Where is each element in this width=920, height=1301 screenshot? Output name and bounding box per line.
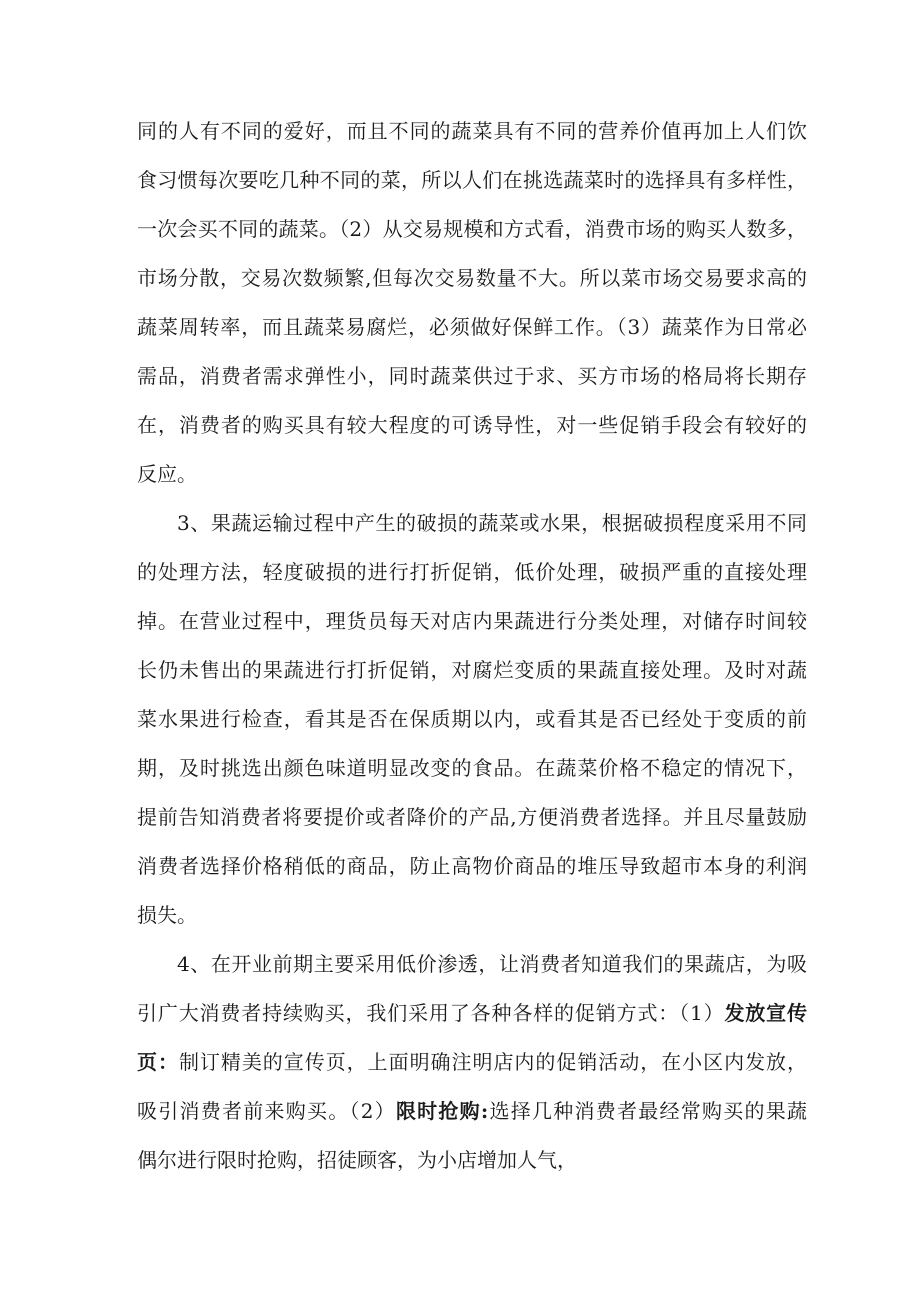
text-run: 食习惯每次要吃几种不同的菜，所以人们在挑选蔬菜时的选择具有多样性， bbox=[137, 168, 807, 192]
text-run: 市场分散，交易次数频繁,但每次交易数量不大。所以菜市场交易要求高的 bbox=[137, 266, 807, 290]
text-run: 选择几种消费者最经常购买的果蔬 bbox=[488, 1099, 807, 1123]
text-run: 期，及时挑选出颜色味道明显改变的食品。在蔬菜价格不稳定的情况下， bbox=[137, 756, 807, 780]
paragraph-2-line-9 bbox=[137, 900, 807, 930]
text-run: 引广大消费者持续购买，我们采用了各种各样的促销方式：（1） bbox=[137, 1001, 725, 1025]
paragraph-2-line-7 bbox=[137, 802, 807, 832]
paragraph-1-line-6 bbox=[137, 361, 807, 391]
paragraph-3-line-2 bbox=[137, 998, 807, 1028]
paragraph-1-line-3 bbox=[137, 214, 807, 244]
text-run: 制订精美的宣传页，上面明确注明店内的促销活动，在小区内发放， bbox=[178, 1050, 807, 1074]
paragraph-3-line-1 bbox=[177, 949, 807, 979]
paragraph-2-line-2 bbox=[137, 557, 807, 587]
text-run: 掉。在营业过程中，理货员每天对店内果蔬进行分类处理，对储存时间较 bbox=[137, 609, 807, 633]
paragraph-1-line-1 bbox=[137, 116, 807, 146]
bold-heading-flyer: 发放宣传 bbox=[724, 1001, 807, 1025]
paragraph-1-line-5 bbox=[137, 312, 807, 342]
text-run: 损失。 bbox=[137, 903, 197, 927]
text-run: 需品，消费者需求弹性小，同时蔬菜供过于求、买方市场的格局将长期存 bbox=[137, 364, 807, 388]
text-run: 的处理方法，轻度破损的进行打折促销，低价处理，破损严重的直接处理 bbox=[137, 560, 807, 584]
paragraph-2-line-8 bbox=[137, 851, 807, 881]
text-run: 菜水果进行检查，看其是否在保质期以内，或看其是否已经处于变质的前 bbox=[137, 707, 807, 731]
text-run: 同的人有不同的爱好，而且不同的蔬菜具有不同的营养价值再加上人们饮 bbox=[137, 119, 807, 143]
paragraph-3-line-4 bbox=[137, 1096, 807, 1126]
paragraph-2-line-6 bbox=[137, 753, 807, 783]
bold-heading-flash-sale: 限时抢购: bbox=[395, 1099, 489, 1123]
text-run: 偶尔进行限时抢购，招徒顾客，为小店增加人气， bbox=[137, 1148, 577, 1172]
text-run: 长仍未售出的果蔬进行打折促销，对腐烂变质的果蔬直接处理。及时对蔬 bbox=[137, 658, 807, 682]
paragraph-3-line-5 bbox=[137, 1145, 807, 1175]
paragraph-2-line-1 bbox=[177, 508, 807, 538]
text-run: 4、在开业前期主要采用低价渗透，让消费者知道我们的果蔬店，为吸 bbox=[177, 952, 807, 976]
paragraph-2-line-5 bbox=[137, 704, 807, 734]
paragraph-1-line-2 bbox=[137, 165, 807, 195]
text-run: 提前告知消费者将要提价或者降价的产品,方便消费者选择。并且尽量鼓励 bbox=[137, 805, 807, 829]
paragraph-2-line-4 bbox=[137, 655, 807, 685]
text-run: 吸引消费者前来购买。（2） bbox=[137, 1099, 396, 1123]
text-run: 一次会买不同的蔬菜。（2）从交易规模和方式看，消费市场的购买人数多， bbox=[137, 217, 807, 241]
paragraph-1-line-8 bbox=[137, 459, 807, 489]
text-run: 3、果蔬运输过程中产生的破损的蔬菜或水果，根据破损程度采用不同 bbox=[177, 511, 807, 535]
text-run: 在，消费者的购买具有较大程度的可诱导性，对一些促销手段会有较好的 bbox=[137, 413, 807, 437]
paragraph-1-line-7 bbox=[137, 410, 807, 440]
paragraph-3-line-3 bbox=[137, 1047, 807, 1077]
text-run: 消费者选择价格稍低的商品，防止高物价商品的堆压导致超市本身的利润 bbox=[137, 854, 807, 878]
paragraph-1-line-4 bbox=[137, 263, 807, 293]
text-run: 蔬菜周转率，而且蔬菜易腐烂，必须做好保鲜工作。（3）蔬菜作为日常必 bbox=[137, 315, 807, 339]
bold-heading-flyer-end: 页： bbox=[137, 1050, 179, 1074]
text-run: 反应。 bbox=[137, 462, 197, 486]
paragraph-2-line-3 bbox=[137, 606, 807, 636]
